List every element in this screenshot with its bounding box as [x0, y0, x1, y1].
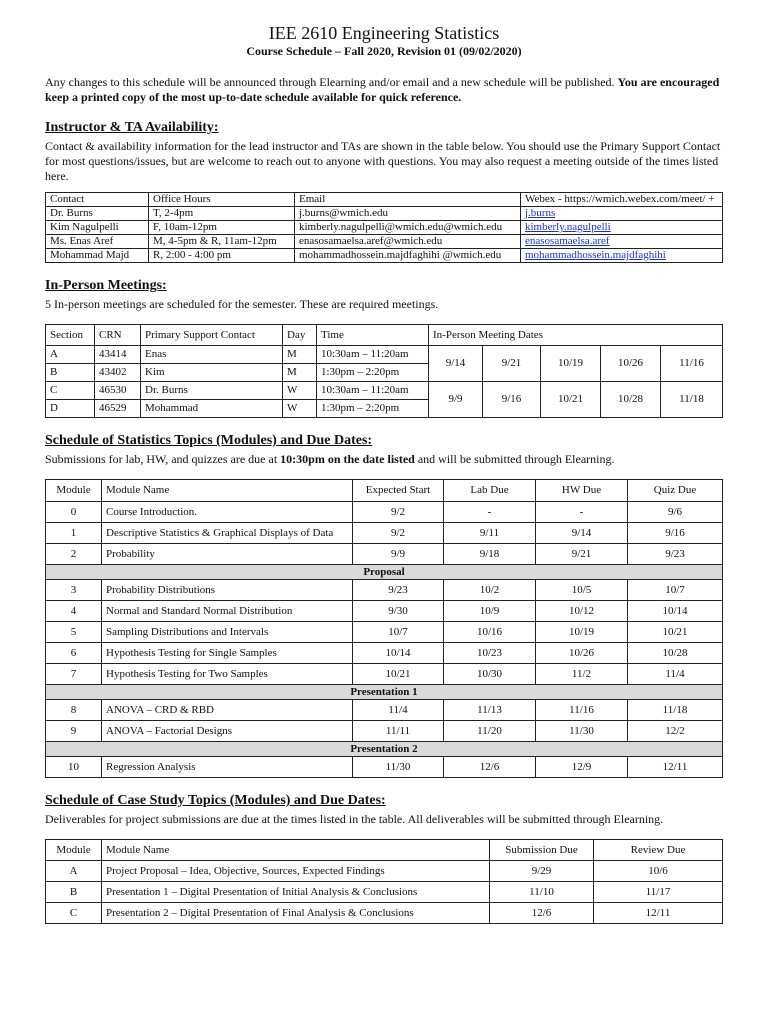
time-cell: 1:30pm – 2:20pm — [317, 364, 429, 382]
quiz-due: 9/6 — [628, 502, 723, 523]
email-address: j.burns@wmich.edu — [295, 207, 521, 221]
casestudy-text: Deliverables for project submissions are due at the times listed in the table. All deliverables will be submitted through Elearning. — [45, 812, 664, 826]
office-hours: M, 4-5pm & R, 11am-12pm — [149, 235, 295, 249]
schedule-document — [45, 22, 723, 924]
table-row — [46, 601, 723, 622]
submission-due: 9/29 — [490, 861, 594, 882]
section-cell: C — [46, 382, 95, 400]
module-name: ANOVA – CRD & RBD — [102, 700, 353, 721]
hw-due: 10/5 — [536, 580, 628, 601]
table-row — [46, 882, 723, 903]
contact-name: Dr. Burns — [46, 207, 149, 221]
expected-start: 9/2 — [353, 523, 444, 544]
table-row — [46, 382, 723, 400]
header-cell: HW Due — [536, 480, 628, 502]
module-name: Presentation 2 – Digital Presentation of Final Analysis & Conclusions — [102, 903, 490, 924]
header-cell: Submission Due — [490, 840, 594, 861]
table-row — [46, 235, 723, 249]
quiz-due: 9/23 — [628, 544, 723, 565]
header-cell: Module — [46, 840, 102, 861]
table-row — [46, 580, 723, 601]
email-address: enasosamaelsa.aref@wmich.edu — [295, 235, 521, 249]
quiz-due: 10/7 — [628, 580, 723, 601]
divider-label: Presentation 2 — [46, 742, 723, 757]
review-due: 12/11 — [594, 903, 723, 924]
meeting-date: 10/19 — [541, 346, 601, 382]
hw-due: 11/2 — [536, 664, 628, 685]
module-number: 0 — [46, 502, 102, 523]
crn-cell: 46530 — [95, 382, 141, 400]
module-name: Presentation 1 – Digital Presentation of Initial Analysis & Conclusions — [102, 882, 490, 903]
office-hours: R, 2:00 - 4:00 pm — [149, 249, 295, 263]
module-name: ANOVA – Factorial Designs — [102, 721, 353, 742]
meeting-date: 10/26 — [601, 346, 661, 382]
meetings-header-row — [46, 325, 723, 346]
header-cell: Review Due — [594, 840, 723, 861]
availability-header-row — [46, 193, 723, 207]
table-row — [46, 249, 723, 263]
module-number: 3 — [46, 580, 102, 601]
quiz-due: 12/11 — [628, 757, 723, 778]
table-row — [46, 861, 723, 882]
topics-text-post: and will be submitted through Elearning. — [417, 452, 615, 466]
meeting-date: 9/14 — [429, 346, 483, 382]
quiz-due: 11/18 — [628, 700, 723, 721]
expected-start: 11/4 — [353, 700, 444, 721]
time-cell: 1:30pm – 2:20pm — [317, 400, 429, 418]
meeting-date: 9/16 — [483, 382, 541, 418]
meetings-table — [45, 324, 723, 418]
table-row — [46, 757, 723, 778]
header-cell: Webex - https://wmich.webex.com/meet/ + — [521, 193, 723, 207]
webex-cell — [521, 249, 723, 263]
hw-due: 11/30 — [536, 721, 628, 742]
intro-paragraph — [45, 75, 723, 105]
table-row — [46, 523, 723, 544]
expected-start: 9/30 — [353, 601, 444, 622]
divider-label: Proposal — [46, 565, 723, 580]
expected-start: 10/7 — [353, 622, 444, 643]
expected-start: 9/23 — [353, 580, 444, 601]
table-row — [46, 221, 723, 235]
module-letter: A — [46, 861, 102, 882]
webex-cell — [521, 221, 723, 235]
header-cell: CRN — [95, 325, 141, 346]
table-row — [46, 643, 723, 664]
topics-text-bold: 10:30pm on the date listed — [280, 452, 415, 466]
divider-label: Presentation 1 — [46, 685, 723, 700]
expected-start: 9/2 — [353, 502, 444, 523]
module-number: 9 — [46, 721, 102, 742]
module-number: 4 — [46, 601, 102, 622]
module-name: Sampling Distributions and Intervals — [102, 622, 353, 643]
header-cell: Time — [317, 325, 429, 346]
header-cell: Office Hours — [149, 193, 295, 207]
section-cell: D — [46, 400, 95, 418]
expected-start: 10/14 — [353, 643, 444, 664]
header-cell: In-Person Meeting Dates — [429, 325, 723, 346]
quiz-due: 11/4 — [628, 664, 723, 685]
contact-cell: Kim — [141, 364, 283, 382]
crn-cell: 46529 — [95, 400, 141, 418]
lab-due: 12/6 — [444, 757, 536, 778]
hw-due: 10/26 — [536, 643, 628, 664]
meeting-date: 11/16 — [661, 346, 723, 382]
module-name: Project Proposal – Idea, Objective, Sources, Expected Findings — [102, 861, 490, 882]
topics-text-pre: Submissions for lab, HW, and quizzes are due at — [45, 452, 278, 466]
document-subtitle: Course Schedule – Fall 2020, Revision 01 (09/02/2020) — [246, 44, 522, 58]
lab-due: 9/11 — [444, 523, 536, 544]
contact-cell: Mohammad — [141, 400, 283, 418]
contact-cell: Enas — [141, 346, 283, 364]
email-address: mohammadhossein.majdfaghihi @wmich.edu — [295, 249, 521, 263]
module-number: 5 — [46, 622, 102, 643]
module-number: 8 — [46, 700, 102, 721]
topics-text — [45, 452, 723, 467]
availability-text: Contact & availability information for the lead instructor and TAs are shown in the table below. You should use the Primary Support Contact for most questions/issues, but are welcome to reach out to anyone with questions. You may also request a meeting outside of the times listed here. — [45, 139, 721, 183]
webex-link[interactable]: enasosamaelsa.aref — [525, 235, 610, 247]
meeting-date: 9/21 — [483, 346, 541, 382]
module-name: Probability — [102, 544, 353, 565]
quiz-due: 12/2 — [628, 721, 723, 742]
lab-due: 10/2 — [444, 580, 536, 601]
meeting-date: 11/18 — [661, 382, 723, 418]
divider-row — [46, 685, 723, 700]
header-cell: Module Name — [102, 840, 490, 861]
module-name: Normal and Standard Normal Distribution — [102, 601, 353, 622]
review-due: 10/6 — [594, 861, 723, 882]
webex-cell — [521, 235, 723, 249]
expected-start: 9/9 — [353, 544, 444, 565]
lab-due: 10/23 — [444, 643, 536, 664]
hw-due: - — [536, 502, 628, 523]
meetings-text: 5 In-person meetings are scheduled for the semester. These are required meetings. — [45, 297, 439, 311]
contact-name: Kim Nagulpelli — [46, 221, 149, 235]
header-cell: Module — [46, 480, 102, 502]
time-cell: 10:30am – 11:20am — [317, 382, 429, 400]
crn-cell: 43402 — [95, 364, 141, 382]
day-cell: W — [283, 400, 317, 418]
header-cell: Lab Due — [444, 480, 536, 502]
meeting-date: 10/21 — [541, 382, 601, 418]
hw-due: 10/19 — [536, 622, 628, 643]
casestudy-header-row — [46, 840, 723, 861]
webex-cell — [521, 207, 723, 221]
module-number: 1 — [46, 523, 102, 544]
day-cell: W — [283, 382, 317, 400]
email-address: kimberly.nagulpelli@wmich.edu@wmich.edu — [295, 221, 521, 235]
table-row — [46, 700, 723, 721]
document-title: IEE 2610 Engineering Statistics — [268, 23, 500, 43]
module-name: Course Introduction. — [102, 502, 353, 523]
module-number: 10 — [46, 757, 102, 778]
availability-table — [45, 192, 723, 263]
table-row — [46, 502, 723, 523]
day-cell: M — [283, 346, 317, 364]
availability-heading: Instructor & TA Availability: — [45, 120, 219, 135]
hw-due: 11/16 — [536, 700, 628, 721]
webex-link[interactable]: j.burns — [525, 207, 556, 219]
lab-due: 10/30 — [444, 664, 536, 685]
module-number: 2 — [46, 544, 102, 565]
table-row — [46, 207, 723, 221]
section-cell: A — [46, 346, 95, 364]
header-cell: Primary Support Contact — [141, 325, 283, 346]
contact-cell: Dr. Burns — [141, 382, 283, 400]
hw-due: 12/9 — [536, 757, 628, 778]
lab-due: 10/16 — [444, 622, 536, 643]
contact-name: Mohammad Majd — [46, 249, 149, 263]
quiz-due: 10/21 — [628, 622, 723, 643]
module-letter: C — [46, 903, 102, 924]
hw-due: 9/14 — [536, 523, 628, 544]
submission-due: 12/6 — [490, 903, 594, 924]
webex-link[interactable]: mohammadhossein.majdfaghihi — [525, 249, 666, 261]
expected-start: 10/21 — [353, 664, 444, 685]
topics-header-row — [46, 480, 723, 502]
table-row — [46, 721, 723, 742]
webex-link[interactable]: kimberly.nagulpelli — [525, 221, 611, 233]
header-cell: Quiz Due — [628, 480, 723, 502]
submission-due: 11/10 — [490, 882, 594, 903]
expected-start: 11/30 — [353, 757, 444, 778]
divider-row — [46, 565, 723, 580]
meeting-date: 9/9 — [429, 382, 483, 418]
review-due: 11/17 — [594, 882, 723, 903]
lab-due: 11/20 — [444, 721, 536, 742]
table-row — [46, 544, 723, 565]
contact-name: Ms. Enas Aref — [46, 235, 149, 249]
header-cell: Expected Start — [353, 480, 444, 502]
table-row — [46, 903, 723, 924]
day-cell: M — [283, 364, 317, 382]
quiz-due: 10/28 — [628, 643, 723, 664]
lab-due: 10/9 — [444, 601, 536, 622]
table-row — [46, 664, 723, 685]
topics-table — [45, 479, 723, 778]
topics-heading: Schedule of Statistics Topics (Modules) and Due Dates: — [45, 433, 373, 448]
divider-row — [46, 742, 723, 757]
intro-text: Any changes to this schedule will be announced through Elearning and/or email and a new schedule will be published. — [45, 75, 615, 89]
header-cell: Module Name — [102, 480, 353, 502]
module-name: Regression Analysis — [102, 757, 353, 778]
hw-due: 9/21 — [536, 544, 628, 565]
lab-due: 11/13 — [444, 700, 536, 721]
header-cell: Contact — [46, 193, 149, 207]
header-cell: Email — [295, 193, 521, 207]
table-row — [46, 346, 723, 364]
intro-bold-text: You are encouraged keep a printed copy of the most up-to-date schedule available for quick reference. — [45, 75, 720, 104]
module-name: Hypothesis Testing for Single Samples — [102, 643, 353, 664]
time-cell: 10:30am – 11:20am — [317, 346, 429, 364]
quiz-due: 9/16 — [628, 523, 723, 544]
module-name: Descriptive Statistics & Graphical Displays of Data — [102, 523, 353, 544]
office-hours: F, 10am-12pm — [149, 221, 295, 235]
hw-due: 10/12 — [536, 601, 628, 622]
header-cell: Section — [46, 325, 95, 346]
meetings-heading: In-Person Meetings: — [45, 278, 167, 293]
module-number: 7 — [46, 664, 102, 685]
module-letter: B — [46, 882, 102, 903]
expected-start: 11/11 — [353, 721, 444, 742]
casestudy-heading: Schedule of Case Study Topics (Modules) and Due Dates: — [45, 793, 386, 808]
lab-due: - — [444, 502, 536, 523]
meeting-date: 10/28 — [601, 382, 661, 418]
module-name: Probability Distributions — [102, 580, 353, 601]
section-cell: B — [46, 364, 95, 382]
office-hours: T, 2-4pm — [149, 207, 295, 221]
crn-cell: 43414 — [95, 346, 141, 364]
module-number: 6 — [46, 643, 102, 664]
header-cell: Day — [283, 325, 317, 346]
lab-due: 9/18 — [444, 544, 536, 565]
module-name: Hypothesis Testing for Two Samples — [102, 664, 353, 685]
quiz-due: 10/14 — [628, 601, 723, 622]
casestudy-table — [45, 839, 723, 924]
table-row — [46, 622, 723, 643]
